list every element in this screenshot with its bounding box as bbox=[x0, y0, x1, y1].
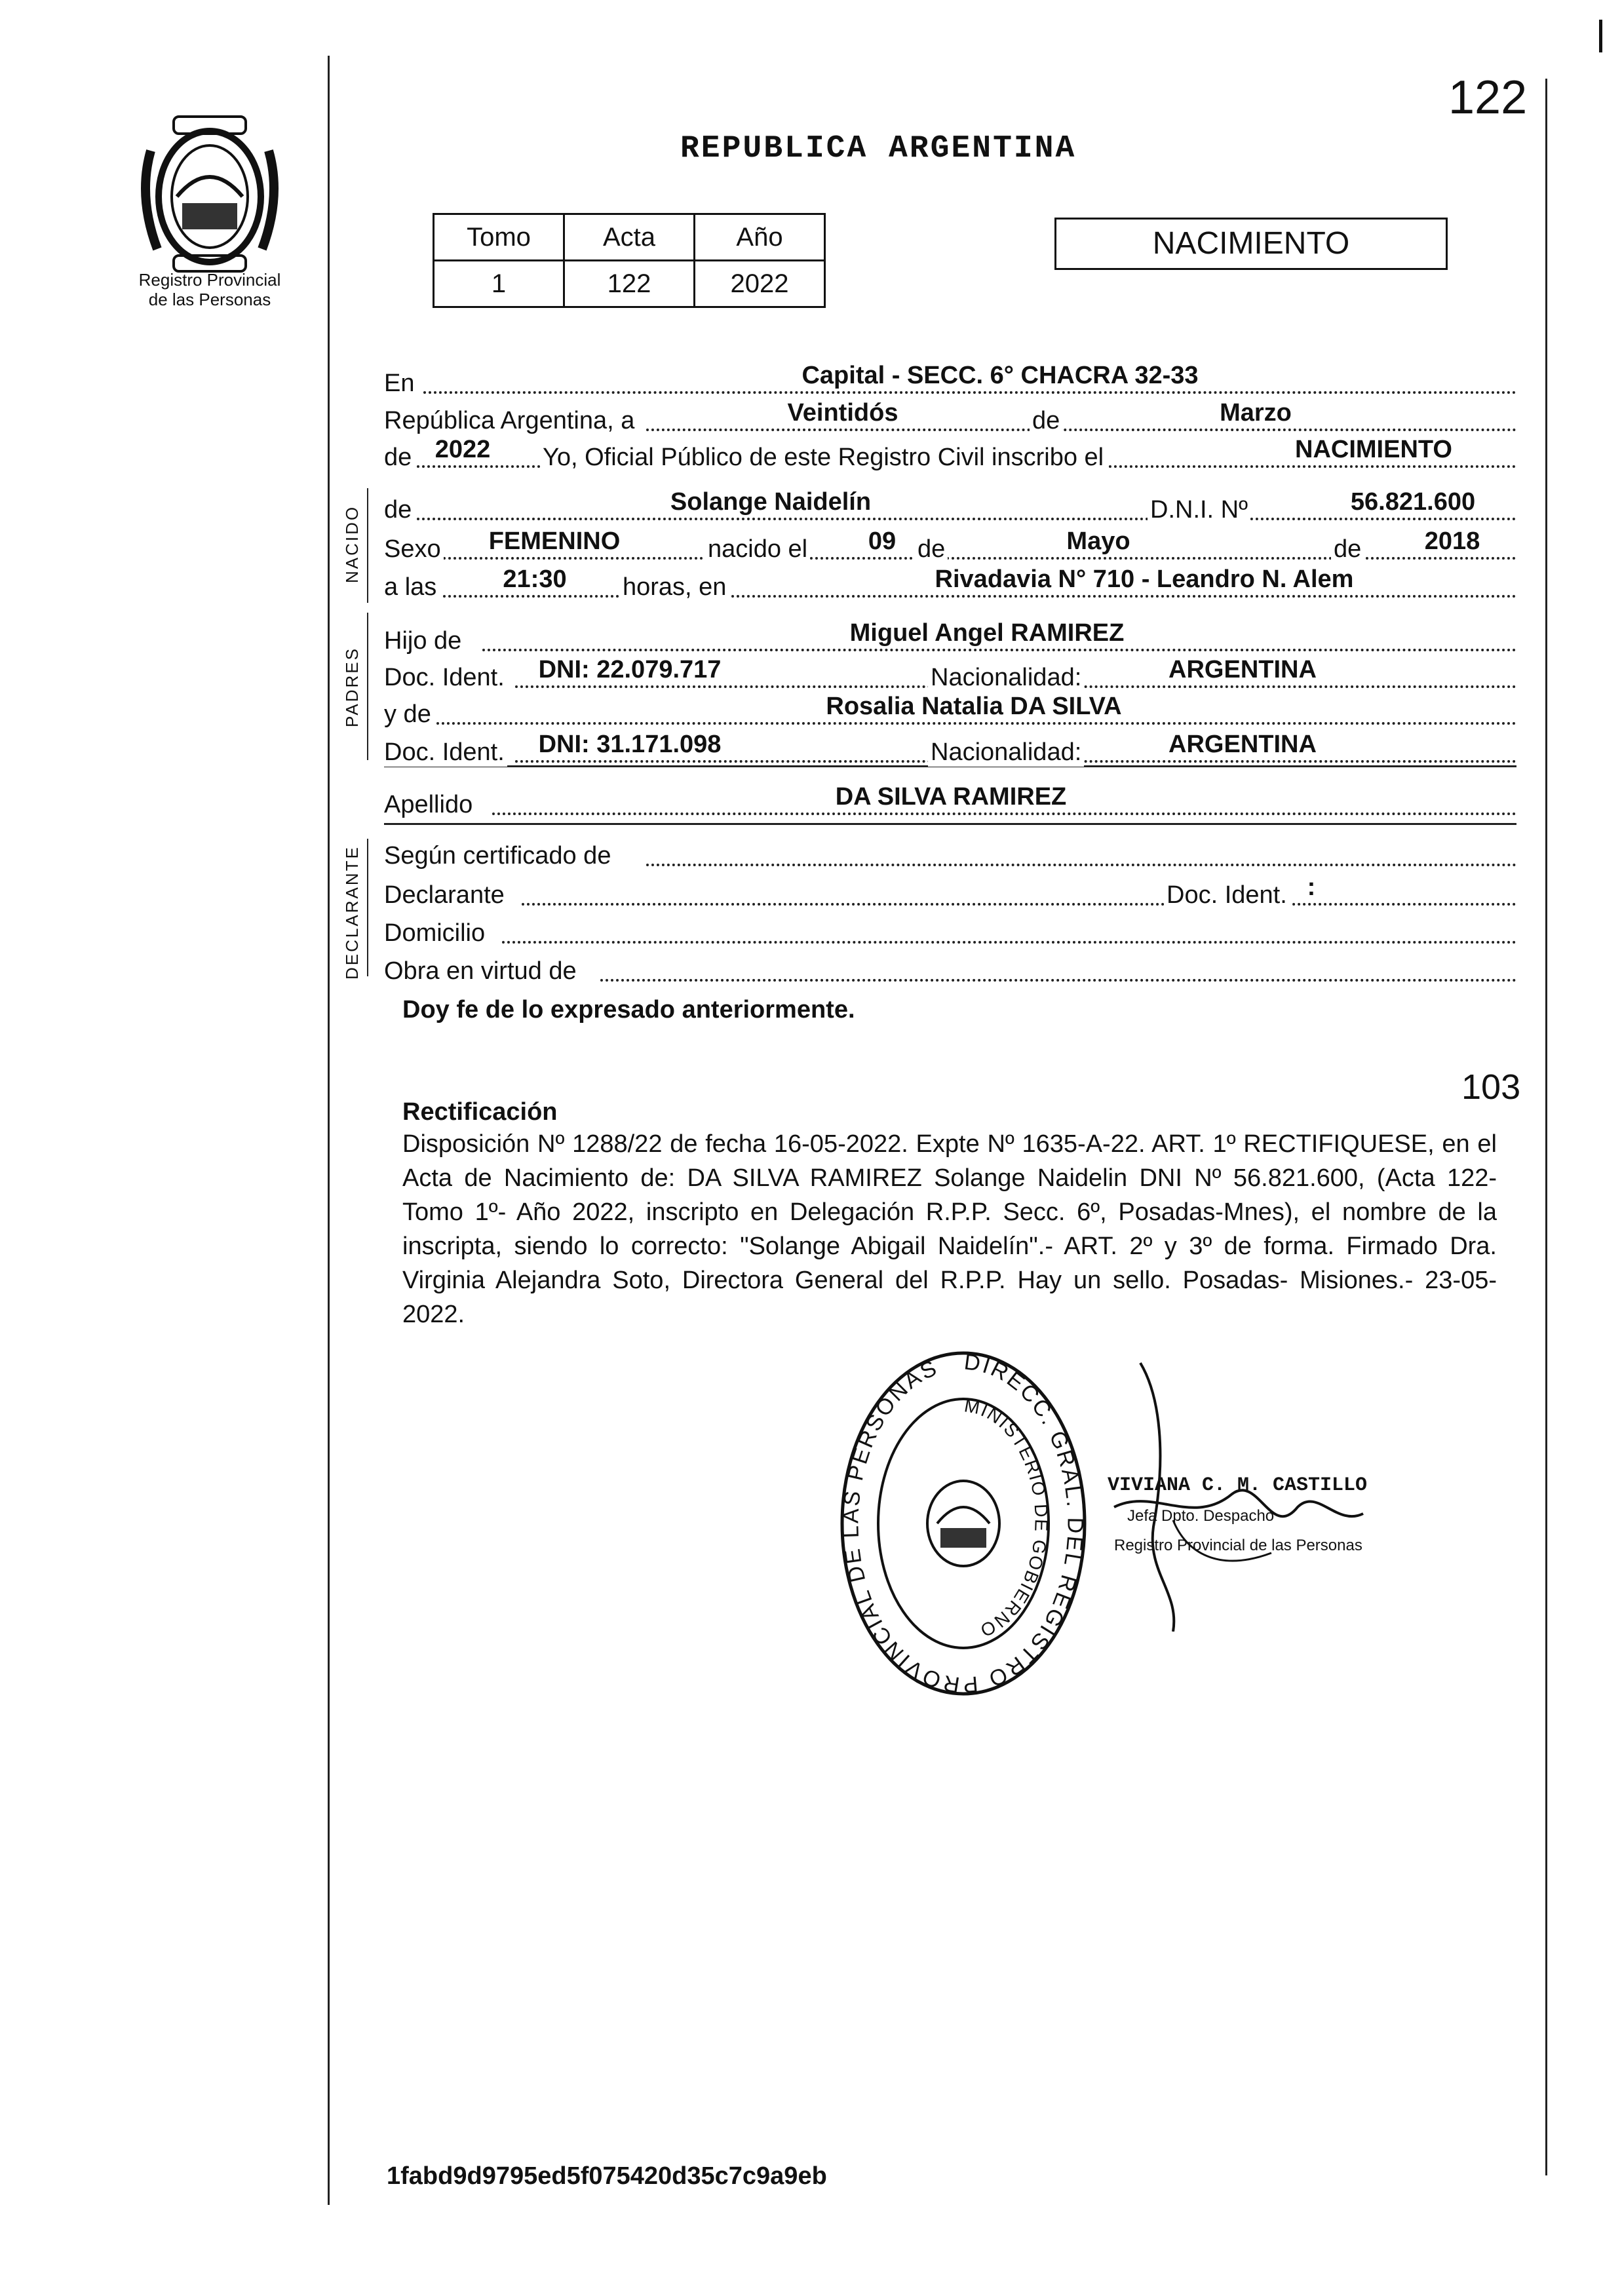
row-madre bbox=[384, 695, 1516, 729]
tomo-value: 1 bbox=[434, 261, 564, 307]
birth-hour: 21:30 bbox=[503, 565, 567, 593]
row-apellido bbox=[384, 785, 1516, 819]
rectification-body: Disposición Nº 1288/22 de fecha 16-05-2022. Expte Nº 1635-A-22. ART. 1º RECTIFIQUESE, en el Acta de Nacimiento de: DA SILVA RAMIREZ Solange Naidelin DNI Nº 56.821.600, (Acta 122- Tomo 1º- Año 2022, inscripto en Delegación R.P.P. Secc. 6º, Posadas-Mnes), el nombre de la inscripta, siendo lo correcto: "Solange Abigail Naidelín".- ART. 2º y 3º de forma. Firmado Dra. Virginia Alejandra Soto, Directora General del R.P.P. Hay un sello. Posadas- Misiones.- 23-05-2022. bbox=[402, 1130, 1497, 1328]
dotted-line bbox=[417, 518, 1516, 520]
logo-caption-line-1: Registro Provincial bbox=[138, 270, 281, 290]
acta-value: 122 bbox=[564, 261, 695, 307]
tomo-header: Tomo bbox=[434, 214, 564, 261]
dotted-line bbox=[436, 722, 1516, 725]
document-title: REPUBLICA ARGENTINA bbox=[680, 131, 1077, 166]
registration-month: Marzo bbox=[1220, 399, 1292, 427]
de-label: de bbox=[1331, 535, 1364, 564]
corner-mark bbox=[1599, 20, 1602, 52]
doc-ident-label: Doc. Ident. bbox=[384, 664, 507, 692]
row-domicilio bbox=[384, 913, 1516, 947]
padres-bracket bbox=[367, 613, 368, 760]
child-dni: 56.821.600 bbox=[1350, 488, 1476, 516]
side-label-nacido: NACIDO bbox=[342, 505, 362, 583]
stamp-inner-text: MINISTERIO DE GOBIERNO bbox=[963, 1395, 1052, 1641]
row-sexo bbox=[384, 529, 1516, 564]
alas-label: a las bbox=[384, 573, 439, 602]
row-segun bbox=[384, 836, 1516, 870]
domicilio-label: Domicilio bbox=[384, 919, 488, 947]
row-obra bbox=[384, 951, 1516, 985]
surname: DA SILVA RAMIREZ bbox=[835, 783, 1067, 811]
father-dni: DNI: 22.079.717 bbox=[538, 656, 722, 683]
document-hash: 1fabd9d9795ed5f075420d35c7c9a9eb bbox=[387, 2162, 827, 2190]
mother-dni: DNI: 31.171.098 bbox=[538, 731, 722, 758]
anio-value: 2022 bbox=[695, 261, 825, 307]
row-padre bbox=[384, 621, 1516, 655]
nacido-label: nacido el bbox=[705, 535, 810, 564]
logo-caption-line-2: de las Personas bbox=[148, 290, 271, 309]
de-label: de bbox=[1030, 407, 1062, 435]
child-name: Solange Naidelín bbox=[670, 488, 872, 516]
doc-ident-label: Doc. Ident. bbox=[1164, 881, 1290, 909]
dotted-line bbox=[502, 941, 1516, 944]
doc-ident-label: Doc. Ident. bbox=[384, 738, 507, 767]
birth-year: 2018 bbox=[1424, 527, 1480, 555]
hijo-label: Hijo de bbox=[384, 627, 464, 655]
mother-name: Rosalia Natalia DA SILVA bbox=[826, 693, 1122, 720]
row-nombre bbox=[384, 490, 1516, 524]
dotted-line bbox=[492, 813, 1516, 815]
apellido-label: Apellido bbox=[384, 791, 475, 819]
birth-place: Rivadavia N° 710 - Leandro N. Alem bbox=[935, 565, 1354, 593]
svg-text:MINISTERIO DE GOBIERNO bbox=[963, 1395, 1052, 1641]
dotted-line bbox=[600, 979, 1516, 982]
en-label: En bbox=[384, 370, 417, 398]
declarante-label: Declarante bbox=[384, 881, 507, 909]
father-nationality: ARGENTINA bbox=[1168, 656, 1317, 683]
yde-label: y de bbox=[384, 700, 434, 729]
row-hora bbox=[384, 567, 1516, 602]
official-stamp bbox=[832, 1350, 1094, 1717]
signatory-role: Jefa Dpto. Despacho bbox=[1127, 1507, 1275, 1525]
anio-header: Año bbox=[695, 214, 825, 261]
dotted-line bbox=[522, 903, 1516, 906]
de-label: de bbox=[915, 535, 948, 564]
attestation-text: Doy fe de lo expresado anteriormente. bbox=[402, 996, 855, 1024]
obra-label: Obra en virtud de bbox=[384, 957, 579, 985]
side-label-declarante: DECLARANTE bbox=[342, 845, 362, 980]
dotted-line bbox=[423, 391, 1516, 394]
declarante-bracket bbox=[367, 839, 368, 976]
yo-oficial-text: Yo, Oficial Público de este Registro Civil inscribo el bbox=[540, 444, 1106, 472]
sexo-label: Sexo bbox=[384, 535, 444, 564]
rectification-heading: Rectificación bbox=[402, 1098, 558, 1126]
place-of-registration: Capital - SECC. 6° CHACRA 32-33 bbox=[801, 362, 1199, 389]
registration-day: Veintidós bbox=[787, 399, 898, 427]
register-table bbox=[433, 213, 826, 308]
de-label: de bbox=[384, 496, 414, 524]
mother-nationality: ARGENTINA bbox=[1168, 731, 1317, 758]
de-label: de bbox=[384, 444, 414, 472]
row-declarante bbox=[384, 875, 1516, 909]
row-republica bbox=[384, 401, 1516, 435]
republica-label: República Argentina, a bbox=[384, 407, 637, 435]
signatory-org: Registro Provincial de las Personas bbox=[1114, 1537, 1362, 1554]
dni-label: D.N.I. Nº bbox=[1148, 496, 1250, 524]
nacionalidad-label: Nacionalidad: bbox=[928, 664, 1084, 692]
right-margin-rule bbox=[1545, 79, 1547, 2175]
dotted-line bbox=[482, 649, 1516, 651]
nacionalidad-label: Nacionalidad: bbox=[928, 738, 1084, 767]
page-number: 122 bbox=[1448, 71, 1528, 124]
nacido-bracket bbox=[367, 488, 368, 603]
misiones-coat-of-arms-logo bbox=[125, 111, 295, 275]
left-margin-rule bbox=[328, 56, 330, 2205]
signatory-name: VIVIANA C. M. CASTILLO bbox=[1108, 1474, 1368, 1497]
father-name: Miguel Angel RAMIREZ bbox=[849, 619, 1125, 647]
inscribed-act-type: NACIMIENTO bbox=[1295, 436, 1452, 463]
dotted-line bbox=[443, 595, 1516, 598]
birth-day: 09 bbox=[868, 527, 897, 555]
child-sex: FEMENINO bbox=[488, 527, 621, 555]
row-madre-doc bbox=[384, 733, 1516, 767]
registration-year: 2022 bbox=[434, 436, 491, 463]
annotation-number: 103 bbox=[1461, 1067, 1521, 1107]
segun-certificado-label: Según certificado de bbox=[384, 842, 613, 870]
side-label-padres: PADRES bbox=[342, 647, 362, 727]
stamp-outer-text: DIRECC. GRAL. DEL REGISTRO PROVINCIAL DE LAS PERSONAS bbox=[838, 1350, 1088, 1698]
birth-month: Mayo bbox=[1066, 527, 1130, 555]
logo-caption bbox=[111, 270, 308, 309]
horas-label: horas, en bbox=[620, 573, 729, 602]
row-padre-doc bbox=[384, 658, 1516, 692]
row-yo bbox=[384, 438, 1516, 472]
dotted-line bbox=[646, 429, 1516, 431]
dotted-line bbox=[646, 864, 1516, 866]
act-type-box: NACIMIENTO bbox=[1054, 218, 1448, 270]
row-en bbox=[384, 364, 1516, 398]
declarante-doc-mark: : bbox=[1307, 873, 1316, 901]
section-rule bbox=[384, 823, 1516, 825]
acta-header: Acta bbox=[564, 214, 695, 261]
